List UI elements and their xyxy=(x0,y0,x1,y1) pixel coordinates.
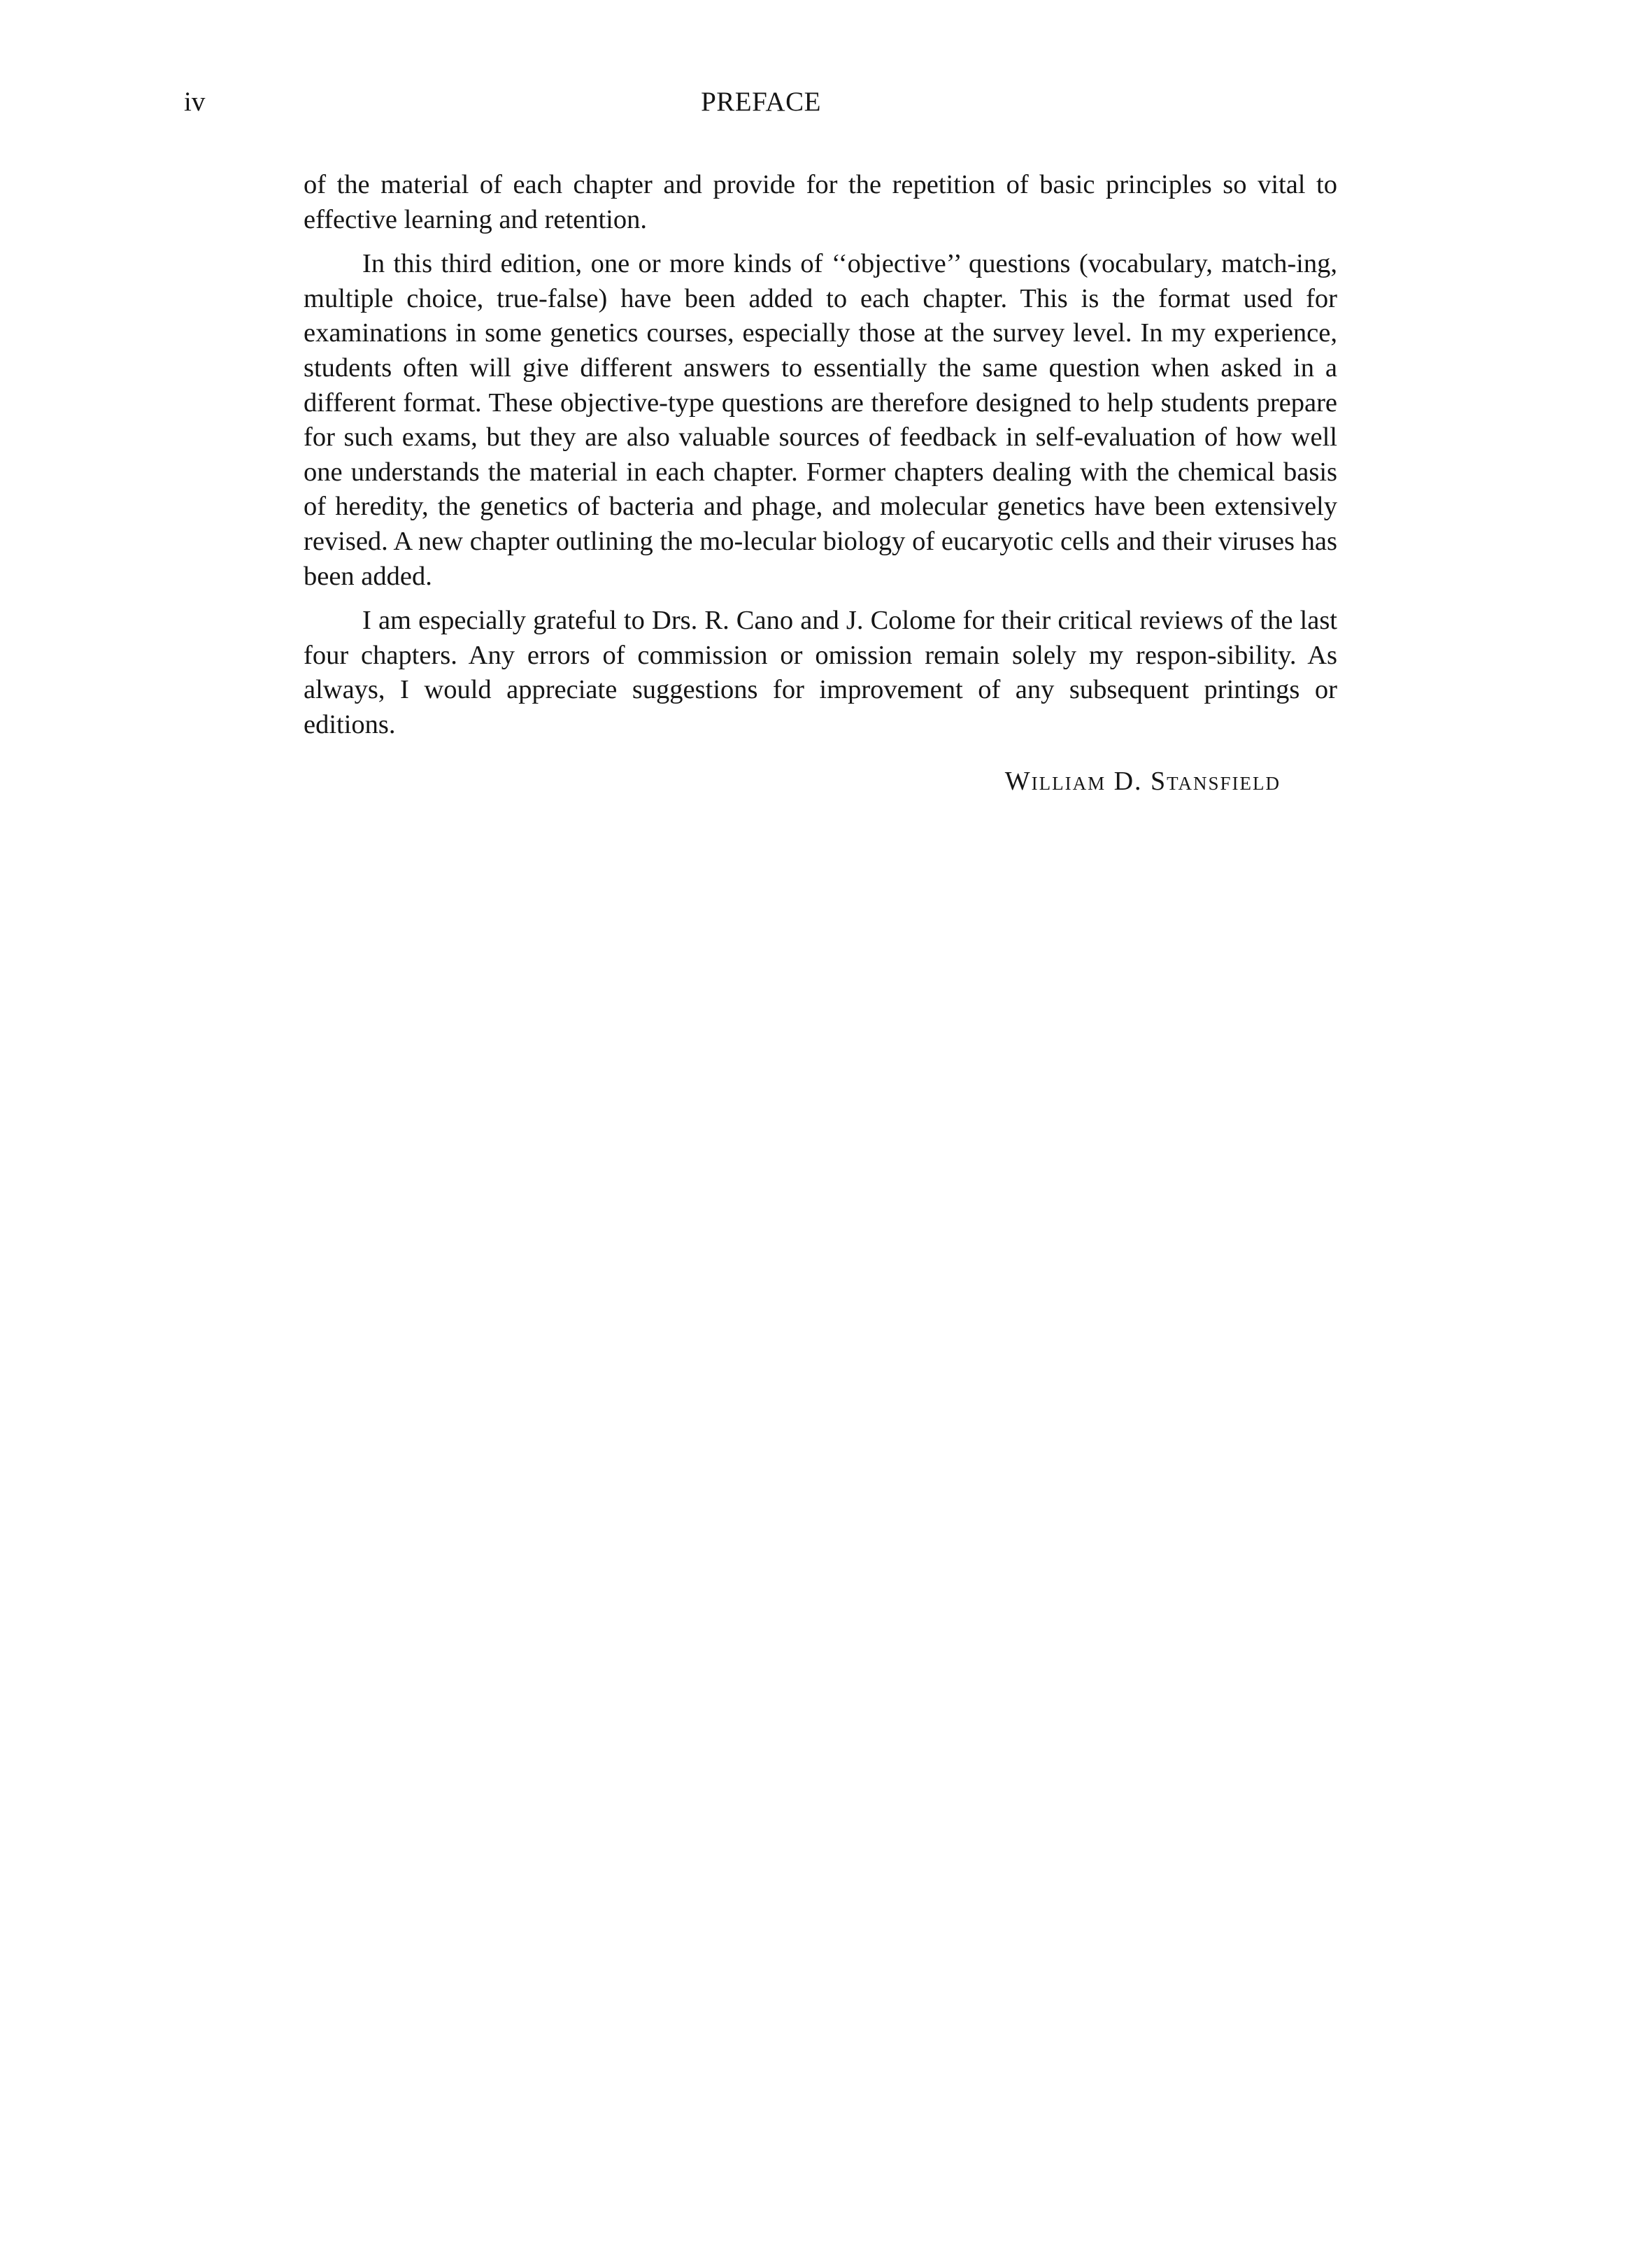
author-signature: William D. Stansfield xyxy=(1004,767,1281,796)
running-head xyxy=(184,81,1338,123)
running-title: PREFACE xyxy=(701,87,821,117)
paragraph-continuation: of the material of each chapter and provide for the repetition of basic principles so vital to effective learning and retention. xyxy=(304,170,1337,234)
preface-body xyxy=(304,168,1337,743)
paragraph-third-edition: In this third edition, one or more kinds of ‘‘objective’’ questions (vocabulary, match-ing, multiple choice, true-false) have been added to each chapter. This is the format used for examinations in some genetics courses, especially those at the survey level. In my experience, students often will give different answers to essentially the same question when asked in a different format. These objective-type questions are therefore designed to help students prepare for such exams, but they are also valuable sources of feedback in self-evaluation of how well one understands the material in each chapter. Former chapters dealing with the chemical basis of heredity, the genetics of bacteria and phage, and molecular genetics have been extensively revised. A new chapter outlining the mo-lecular biology of eucaryotic cells and their viruses has been added. xyxy=(304,249,1337,591)
page-number: iv xyxy=(184,87,206,117)
paragraph-acknowledgments: I am especially grateful to Drs. R. Cano and J. Colome for their critical reviews of the last four chapters. Any errors of commission or omission remain solely my respon-sibility. As always, I would appreciate suggestions for improvement of any subsequent printings or editions. xyxy=(304,606,1337,739)
